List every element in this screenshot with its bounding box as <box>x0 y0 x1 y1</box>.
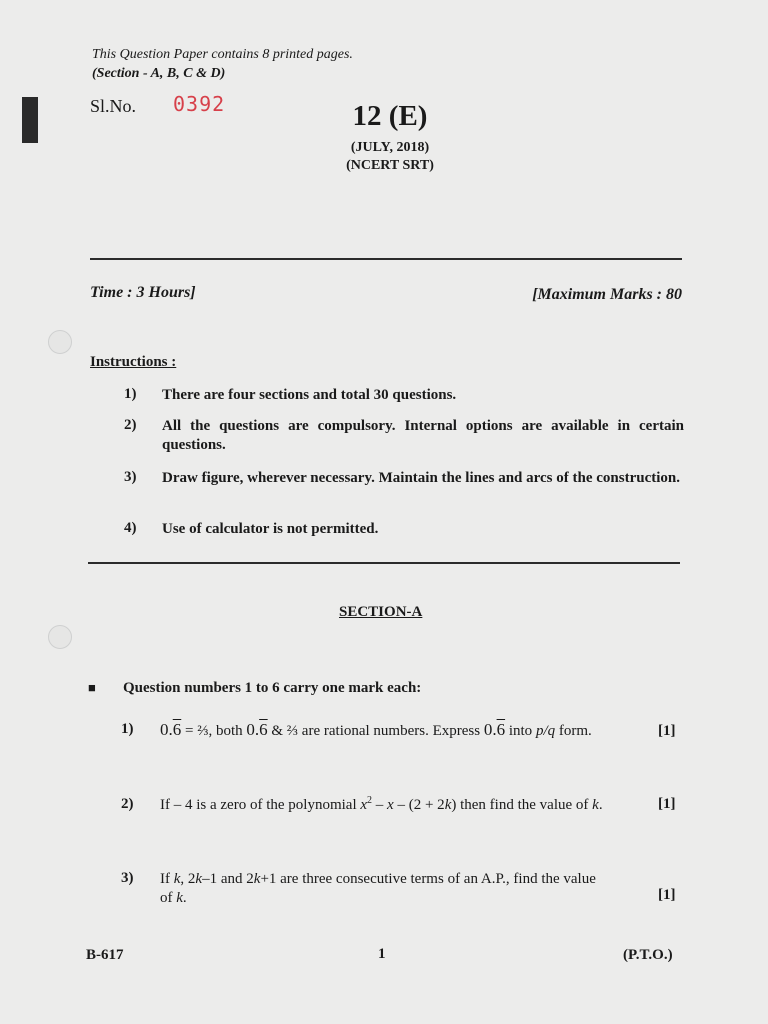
question-text: 0.6 = ⅔, both 0.6 & ⅔ are rational numbers. Express 0.6 into p/q form. <box>160 720 592 739</box>
instructions-heading: Instructions : <box>90 354 177 370</box>
question-number: 1) <box>121 721 134 737</box>
instruction-text: All the questions are compulsory. Internal options are available in certain questions. <box>162 418 684 453</box>
instruction-number: 4) <box>124 520 137 536</box>
instruction-number: 2) <box>124 417 137 433</box>
pto-label: (P.T.O.) <box>623 947 673 963</box>
pages-note: This Question Paper contains 8 printed pages. <box>92 47 353 62</box>
instruction-text: There are four sections and total 30 questions. <box>162 387 457 403</box>
section-note: Question numbers 1 to 6 carry one mark each: <box>123 680 422 696</box>
instruction-text: Use of calculator is not permitted. <box>162 521 379 537</box>
divider-bottom <box>88 562 680 564</box>
question-marks: [1] <box>658 887 676 903</box>
divider-top <box>90 258 682 260</box>
punch-hole-top <box>48 330 72 354</box>
slno-value: 0392 <box>173 92 226 116</box>
bullet-icon: ■ <box>88 680 96 695</box>
question-marks: [1] <box>658 723 676 739</box>
section-title: SECTION-A <box>339 604 423 620</box>
instruction-number: 3) <box>124 469 137 485</box>
instruction-text: Draw figure, wherever necessary. Maintain the lines and arcs of the construction. <box>162 470 681 486</box>
punch-hole-bottom <box>48 625 72 649</box>
question-number: 3) <box>121 870 134 886</box>
max-marks-label: [Maximum Marks : 80 <box>532 286 682 303</box>
time-label: Time : 3 Hours] <box>90 284 196 301</box>
question-text: If k, 2k–1 and 2k+1 are three consecutive terms of an A.P., find the value of k. <box>160 871 596 906</box>
footer-code: B-617 <box>86 947 124 963</box>
sections-note: (Section - A, B, C & D) <box>92 66 226 81</box>
slno-label: Sl.No. <box>90 96 137 116</box>
question-marks: [1] <box>658 796 676 812</box>
paper-code: 12 (E) <box>352 100 428 132</box>
session: (JULY, 2018) <box>350 140 430 155</box>
instruction-number: 1) <box>124 386 137 402</box>
page-number: 1 <box>378 946 386 962</box>
board: (NCERT SRT) <box>346 158 434 173</box>
question-number: 2) <box>121 796 134 812</box>
question-text: If – 4 is a zero of the polynomial $x^2 - x - (2 + 2k)$ then find the value of k. <box>160 795 603 813</box>
